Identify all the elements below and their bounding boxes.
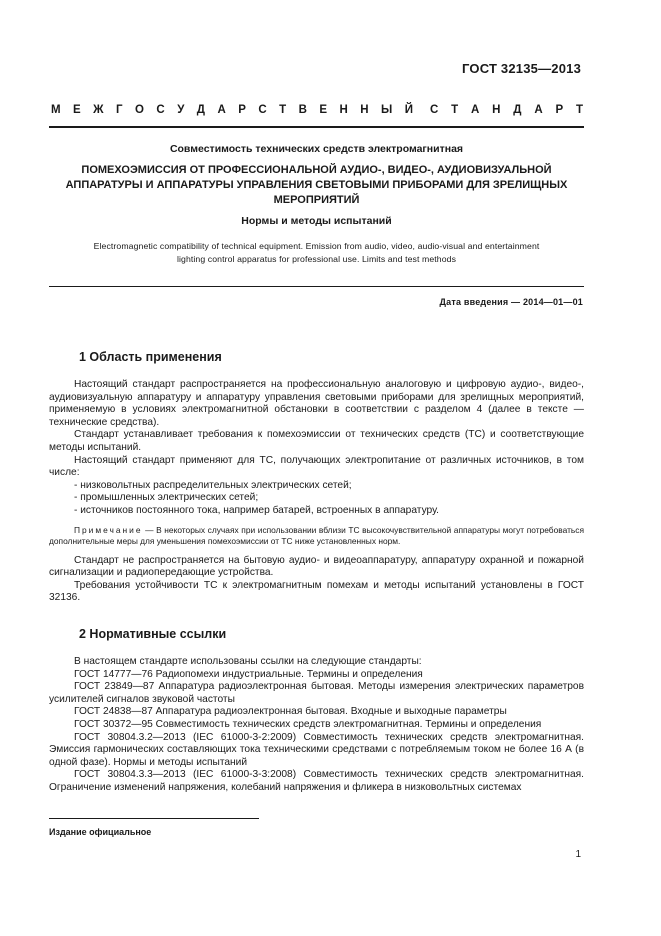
banner-letter: В [298,104,307,116]
section-references-body [49,656,584,795]
interstate-standard-banner [51,104,583,116]
standard-word [430,104,583,116]
list-item: - источников постоянного тока, например батарей, встроенных в аппаратуру. [74,504,440,516]
banner-letter: Н [492,104,501,116]
reference-item: ГОСТ 23849—87 Аппаратура радиоэлектронная бытовая. Методы измерения электрических параметров усилителей сигналов звуковой частоты [49,681,584,705]
top-rule [49,126,584,128]
banner-letter: С [430,104,439,116]
footer-rule [49,818,259,819]
banner-letter: Й [404,104,413,116]
paragraph: В настоящем стандарте использованы ссылки на следующие стандарты: [74,656,422,667]
document-code: ГОСТ 32135—2013 [462,61,581,76]
banner-letter: Д [513,104,522,116]
reference-item: ГОСТ 30804.3.3—2013 (IEC 61000-3-3:2008) Совместимость технических средств электромагнитная. Ограничение изменений напряжения, колебаний напряжения и фликера в низковольтных системах [49,769,584,793]
english-title-line: lighting control apparatus for professional use. Limits and test methods [176,253,457,264]
paragraph: Настоящий стандарт применяют для ТС, получающих электропитание от различных источников, в том числе: [49,454,584,479]
title-line: ПОМЕХОЭМИССИЯ ОТ ПРОФЕССИОНАЛЬНОЙ АУДИО-, ВИДЕО-, АУДИОВИЗУАЛЬНОЙ [81,164,552,176]
section-heading-scope: 1 Область применения [79,350,222,364]
banner-letter: Н [339,104,348,116]
banner-letter: А [471,104,480,116]
paragraph: Стандарт не распространяется на бытовую аудио- и видеоаппаратуру, аппаратуру охранной и пожарной сигнализации и радиопередающие устройства. [49,554,584,579]
english-title [49,240,584,265]
banner-letter: Р [555,104,564,116]
banner-letter: Т [279,104,287,116]
interstate-word [51,104,413,116]
banner-letter: У [177,104,185,116]
banner-letter: Е [73,104,81,116]
banner-letter: Р [238,104,246,116]
banner-letter: С [156,104,165,116]
paragraph: Настоящий стандарт распространяется на профессиональную аналоговую и цифровую аудио-, видео-, аудиовизуальную аппаратуру и аппаратуру управления световыми приборами для зрелищных мероприятий, применяемую в условиях электромагнитной обстановки в соответствии с разделом 4 (далее в тексте — технические средства). [49,379,584,428]
note-label: Примечание [74,524,143,535]
reference-item: ГОСТ 14777—76 Радиопомехи индустриальные. Термины и определения [74,668,423,680]
list-item: - промышленных электрических сетей; [74,492,259,504]
reference-item: ГОСТ 24838—87 Аппаратура радиоэлектронная бытовая. Входные и выходные параметры [74,706,507,718]
banner-letter: Г [116,104,123,116]
banner-letter: Ы [381,104,393,116]
list-item: - низковольтных распределительных электрических сетей; [74,479,352,491]
banner-letter: Ж [93,104,104,116]
english-title-line: Electromagnetic compatibility of technical equipment. Emission from audio, video, audio-visual and entertainment [93,241,540,251]
banner-letter: О [135,104,144,116]
introduction-date: Дата введения — 2014—01—01 [439,297,583,307]
paragraph: Требования устойчивости ТС к электромагнитным помехам и методы испытаний установлены в ГОСТ 32136. [49,579,584,604]
note [49,525,584,548]
paragraph: Стандарт устанавливает требования к помехоэмиссии от технических средств (ТС) и соответствующие методы испытаний. [49,429,584,453]
page-number: 1 [575,849,581,860]
title-bottom-rule [49,286,584,287]
banner-letter: Е [319,104,328,116]
title-line: АППАРАТУРЫ И АППАРАТУРЫ УПРАВЛЕНИЯ СВЕТОВЫМИ ПРИБОРАМИ ДЛЯ ЗРЕЛИЩНЫХ [65,179,568,191]
banner-letter: Д [196,104,205,116]
banner-letter: Н [360,104,369,116]
official-edition-label: Издание официальное [49,827,152,837]
note-text: — В некоторых случаях при использовании вблизи ТС высокочувствительной аппаратуры могут потребоваться дополнительные меры для уменьшения помехоэмиссии от ТС ниже установленных норм. [49,524,584,547]
banner-letter: Т [451,104,459,116]
banner-letter: А [217,104,226,116]
banner-letter: А [534,104,543,116]
norms-and-methods: Нормы и методы испытаний [241,215,392,227]
standard-title [49,163,584,208]
section-scope-body [49,379,584,605]
banner-letter: С [258,104,267,116]
title-line: МЕРОПРИЯТИЙ [273,194,360,206]
standard-subtitle: Совместимость технических средств электромагнитная [169,143,464,155]
reference-item: ГОСТ 30804.3.2—2013 (IEC 61000-3-2:2009) Совместимость технических средств электромагнитная. Эмиссия гармонических составляющих тока техническими средствами с потребляемым током не более 16 А (в одной фазе). Нормы и методы испытаний [49,731,584,768]
banner-letter: М [51,104,61,116]
reference-item: ГОСТ 30372—95 Совместимость технических средств электромагнитная. Термины и определения [74,718,542,730]
banner-letter: Т [575,104,583,116]
section-heading-normative-references: 2 Нормативные ссылки [79,627,227,641]
